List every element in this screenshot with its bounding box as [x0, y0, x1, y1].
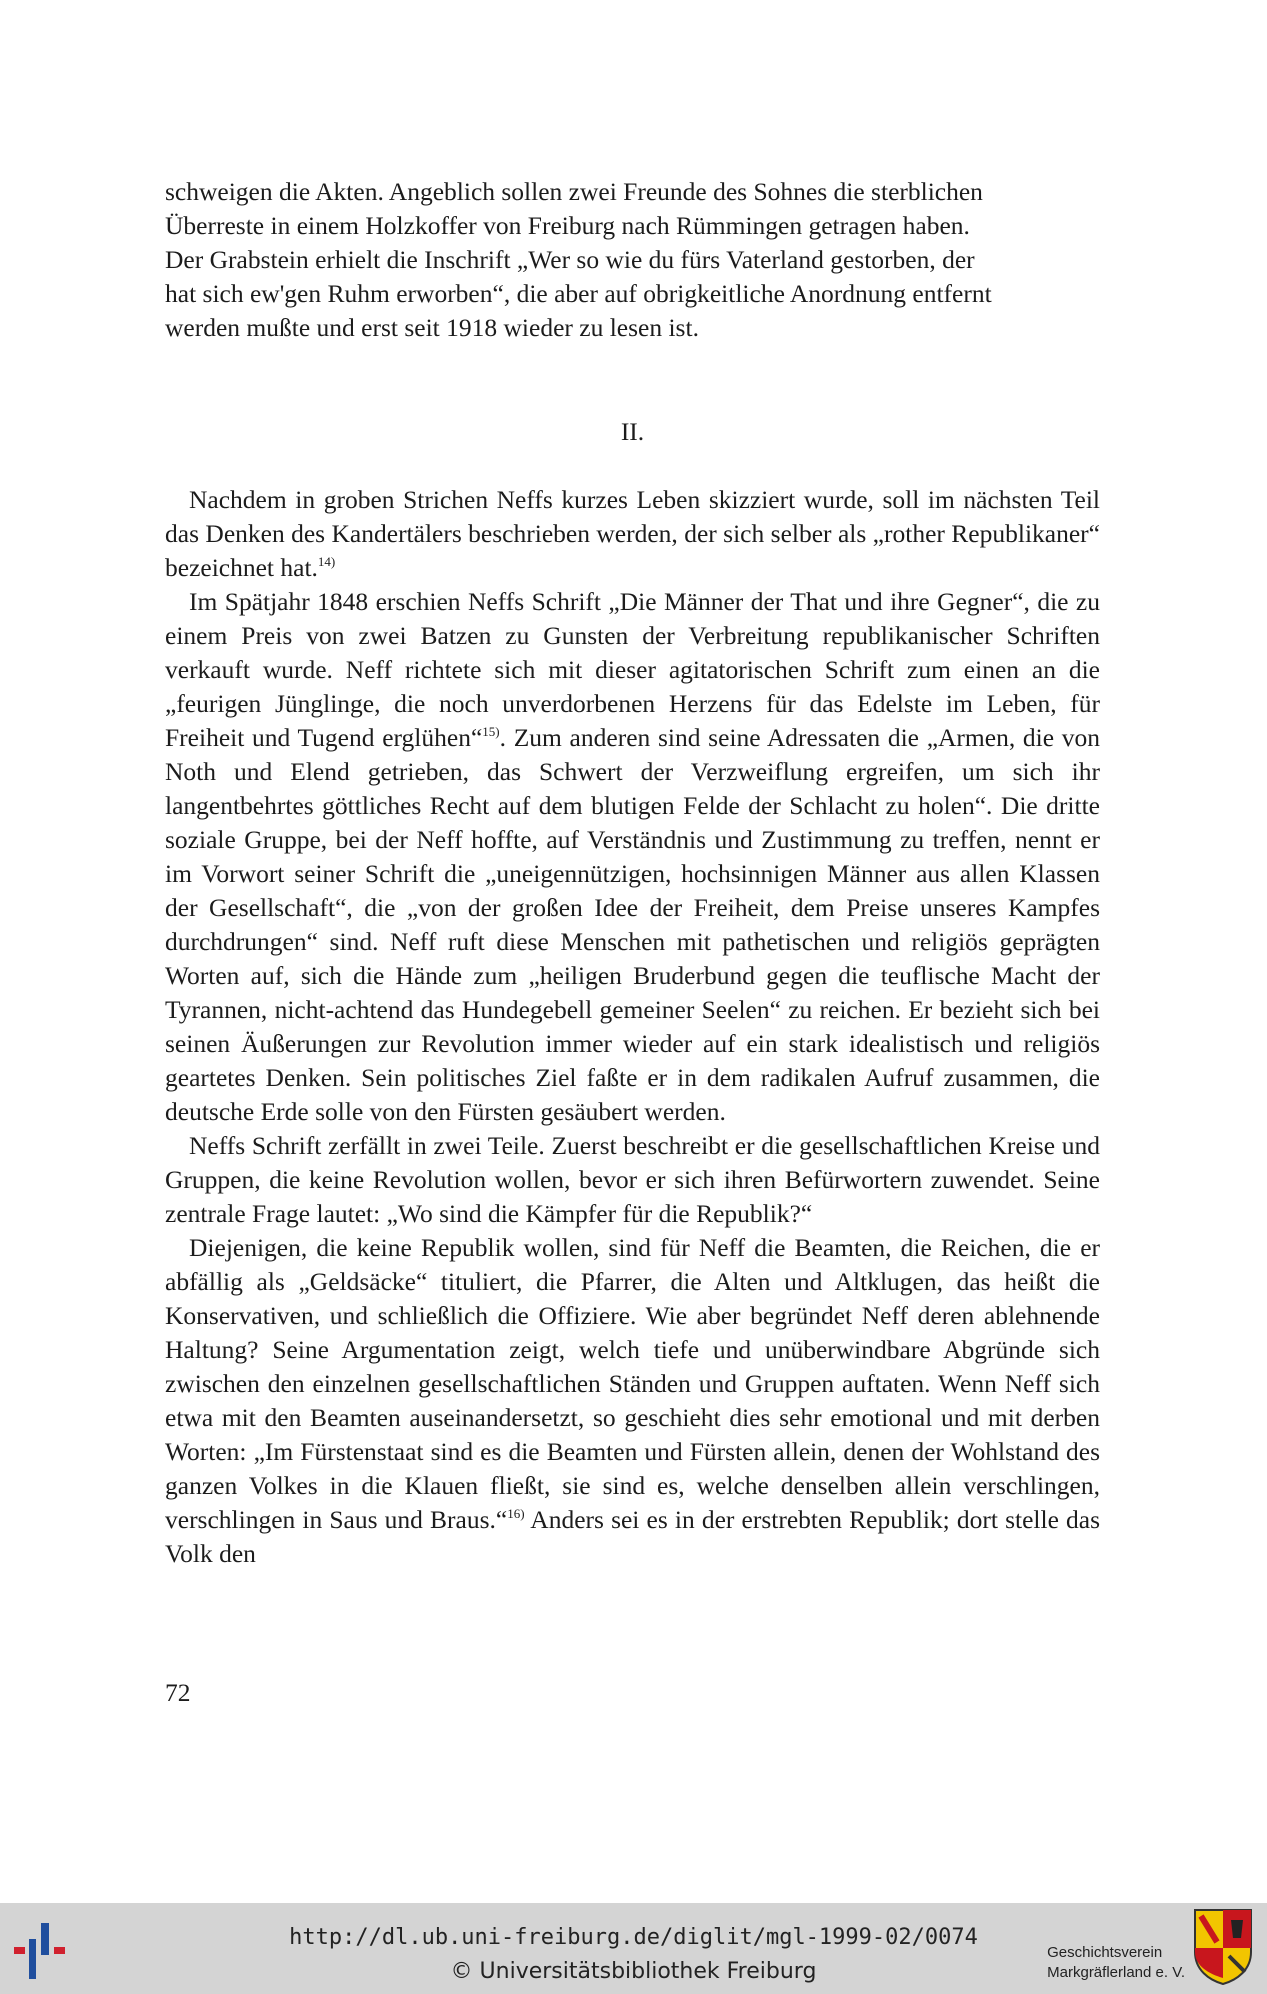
paragraph: [165, 1129, 1100, 1231]
footnote-marker: 14): [317, 554, 336, 569]
paragraph-text: Im Spätjahr 1848 erschien Neffs Schrift „Die Männer der That und ihre Gegner“, die zu einem Preis von zwei Batzen zu Gunsten der Verbreitung republikanischer Schriften verkauft wurde. Neff richtete sich mit dieser agitatorischen Schrift zum einen an die „feurigen Jünglinge, die noch unverdorbenen Herzens für das Edelste im Leben, für Freiheit und Tugend erglühen“: [165, 587, 1100, 752]
society-name: [1047, 1943, 1185, 1983]
page-number: 72: [165, 1678, 191, 1707]
body-text: [165, 483, 1100, 1571]
footnote-marker: 15): [482, 724, 500, 739]
intro-line: Der Grabstein erhielt die Inschrift „Wer so wie du fürs Vaterland gestorben, der: [165, 245, 975, 274]
paragraph-text: Diejenigen, die keine Republik wollen, sind für Neff die Beamten, die Reichen, die er abfällig als „Geldsäcke“ tituliert, die Pfarrer, die Alten und Altklugen, das heißt die Konservativen, und schließlich die Offiziere. Wie aber begründet Neff deren ablehnende Haltung? Seine Argumentation zeigt, welch tiefe und unüberwindbare Abgründe sich zwischen den einzelnen gesellschaftlichen Ständen und Gruppen auftaten. Wenn Neff sich etwa mit den Beamten auseinandersetzt, so geschieht dies sehr emotional und mit derben Worten: „Im Fürstenstaat sind es die Beamten und Fürsten allein, denen der Wohlstand des ganzen Volkes in die Klauen fließt, sie sind es, welche denselben allein verschlingen, verschlingen in Saus und Braus.“: [165, 1233, 1100, 1534]
document-url-link[interactable]: http://dl.ub.uni-freiburg.de/diglit/mgl-1999-02/0074: [289, 1925, 978, 1950]
intro-line: Überreste in einem Holzkoffer von Freiburg nach Rümmingen getragen haben.: [165, 211, 970, 240]
intro-line: werden mußte und erst seit 1918 wieder zu lesen ist.: [165, 313, 699, 342]
society-line: Markgräflerland e. V.: [1047, 1964, 1185, 1981]
footer-bar: [0, 1903, 1267, 1994]
paragraph: [165, 585, 1100, 1129]
intro-paragraph: [165, 175, 1100, 345]
markgraeflerland-crest-icon: [1193, 1908, 1253, 1986]
paragraph: [165, 1231, 1100, 1571]
society-line: Geschichtsverein: [1047, 1944, 1163, 1961]
copyright-text: © Universitätsbibliothek Freiburg: [450, 1959, 817, 1984]
paragraph-tail: . Zum anderen sind seine Adressaten die „Armen, die von Noth und Elend getrieben, das Schwert der Verzweiflung ergreifen, um sich ihr langentbehrtes göttliches Recht auf dem blutigen Felde der Schlacht zu holen“. Die dritte soziale Gruppe, bei der Neff hoffte, auf Verständnis und Zustimmung zu treffen, nennt er im Vorwort seiner Schrift die „uneigennützigen, hochsinnigen Männer aus allen Klassen der Gesellschaft“, die „von der großen Idee der Freiheit, dem Preise unseres Kampfes durchdrungen“ sind. Neff ruft diese Menschen mit pathetischen und religiös geprägten Worten auf, sich die Hände zum „heiligen Bruderbund gegen die teuflische Macht der Tyrannen, nicht-achtend das Hundegebell gemeiner Seelen“ zu reichen. Er bezieht sich bei seinen Äußerungen zur Revolution immer wieder auf ein stark idealistisch und religiös geartetes Denken. Sein politisches Ziel faßte er in dem radikalen Aufruf zusammen, die deutsche Erde solle von den Fürsten gesäubert werden.: [165, 723, 1100, 1126]
paragraph-text: Nachdem in groben Strichen Neffs kurzes Leben skizziert wurde, soll im nächsten Teil das Denken des Kandertälers beschrieben werden, der sich selber als „rother Republikaner“ bezeichnet hat.: [165, 485, 1100, 582]
section-heading: II.: [620, 417, 645, 446]
intro-line: schweigen die Akten. Angeblich sollen zwei Freunde des Sohnes die sterblichen: [165, 177, 983, 206]
paragraph-tail: Anders sei es in der erstrebten Republik; dort stelle das Volk den: [165, 1505, 1101, 1568]
footnote-marker: 16): [507, 1506, 525, 1521]
paragraph-text: Neffs Schrift zerfällt in zwei Teile. Zuerst beschreibt er die gesellschaftlichen Kreise und Gruppen, die keine Revolution wollen, bevor er sich ihren Befürwortern zuwendet. Seine zentrale Frage lautet: „Wo sind die Kämpfer für die Republik?“: [165, 1131, 1100, 1228]
intro-line: hat sich ew'gen Ruhm erworben“, die aber auf obrigkeitliche Anordnung entfernt: [165, 279, 992, 308]
paragraph: [165, 483, 1100, 585]
